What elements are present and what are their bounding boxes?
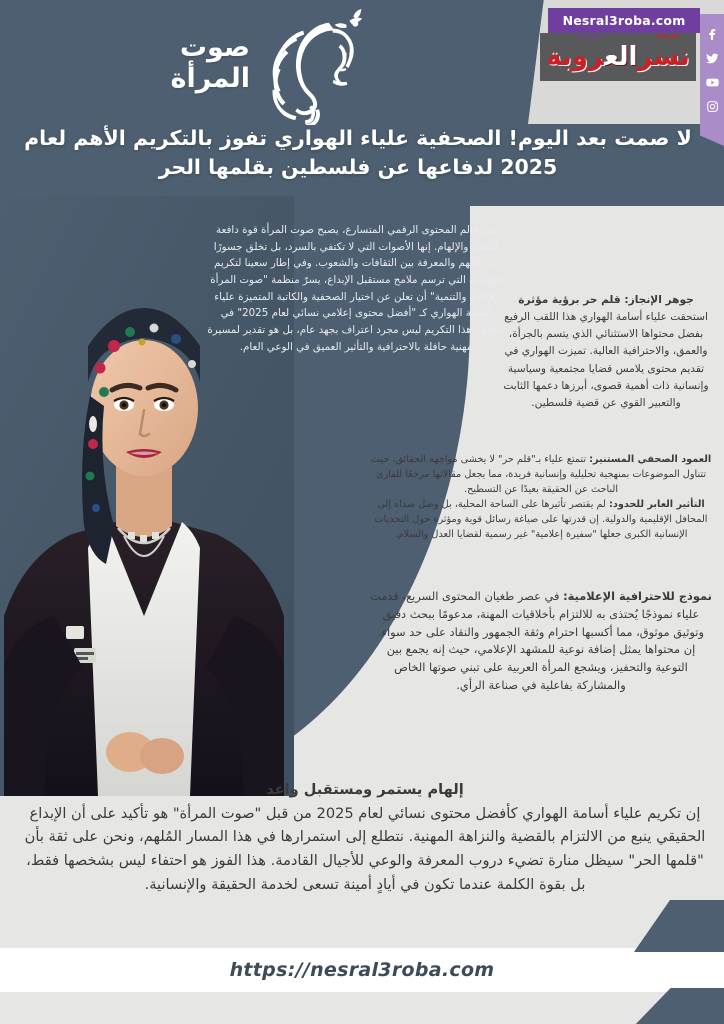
twitter-icon[interactable] — [706, 52, 719, 65]
site-logo[interactable] — [14, 6, 374, 126]
brand-url-badge[interactable]: Nesral3roba.com — [548, 8, 700, 33]
instagram-icon[interactable] — [706, 100, 719, 113]
brand-logo-text: نسرالعروبة — [546, 42, 690, 72]
logo-line-2: المرأة — [170, 63, 250, 94]
youtube-icon[interactable] — [706, 76, 719, 89]
brand-logo-ar[interactable] — [540, 33, 696, 81]
conclusion-body: إن تكريم علياء أسامة الهواري كأفضل محتوى نسائي لعام 2025 من قبل "صوت المرأة" هو تأكيد على أن الإبداع الحقيقي ينبع من الالتزام بالقضية والنزاهة المهنية. نتطلع إلى استمرارها في هذا المسار المُلهم، ونحن على ثقة بأن "قلمها الحر" سيظل منارة تضيء دروب المعرفة والوعي للأجيال القادمة. هذا الفوز هو احتفاء ليس بشخصها فقط، بل بقوة الكلمة عندما تكون في أيادٍ أمينة تسعى لخدمة الحقيقة والإنسانية. — [24, 804, 706, 893]
achievement-body: استحقت علياء أسامة الهواري هذا اللقب الرفيع بفضل محتواها الاستثنائي الذي يتسم بالجرأة، والعمق، والاحترافية العالية. تميزت الهواري في تقديم محتوى يلامس قضايا مجتمعية وسياسية وإنسانية ذات أهمية قصوى، أبرزها دعمها الثابت والتعبير القوي عن قضية فلسطين. — [503, 311, 709, 409]
conclusion-paragraph — [20, 778, 710, 896]
achievement-lead: جوهر الإنجاز: قلم حر برؤية مؤثرة — [518, 294, 694, 306]
achievement-paragraph — [500, 292, 712, 412]
woman-silhouette-icon — [256, 7, 374, 125]
page-headline: لا صمت بعد اليوم! الصحفية علياء الهواري تفوز بالتكريم الأهم لعام 2025 لدفاعها عن فلسطين بقلمها الحر — [24, 125, 692, 179]
social-links-rail — [700, 14, 724, 146]
brand-kicker-label: جريدة — [656, 30, 680, 39]
brand-kicker-label-2: جريدة — [578, 31, 602, 40]
professionalism-paragraph — [370, 588, 712, 695]
logo-text — [171, 32, 250, 101]
column-body: تتمتع علياء بـ"قلم حر" لا يخشى مواجهة الحقائق، حيث تتناول الموضوعات بمنهجية تحليلية وإنسانية فريدة، مما يجعل مقالاتها مرجعًا للقارئ الباحث عن الحقيقة بعيدًا عن التسطيح. — [370, 454, 707, 496]
footer-url-link[interactable]: https://nesral3roba.com — [229, 959, 495, 981]
publisher-brand-block — [528, 0, 724, 132]
facebook-icon[interactable] — [706, 28, 719, 41]
column-paragraph — [370, 452, 712, 542]
impact-body: لم يقتصر تأثيرها على الساحة المحلية، بل وصل صداه إلى المحافل الإقليمية والدولية. إن قدرتها على صياغة رسائل قوية ومؤثرة حول التحديات الإنسانية الكبرى جعلها "سفيرة إعلامية" غير رسمية لقضايا العدل والسلام. — [374, 499, 708, 541]
impact-lead: التأثير العابر للحدود: — [608, 499, 705, 511]
column-lead: العمود الصحفي المستنير: — [589, 454, 712, 465]
professionalism-body-2: إن محتواها يمثل إضافة نوعية للمشهد الإعلامي، حيث إنه يجمع بين التوعية والتحفيز، ويشجع المرأة العربية على تبني صوتها الخاص والمشاركة بفاعلية في صناعة الرأي. — [386, 642, 696, 692]
intro-paragraph: في عالم المحتوى الرقمي المتسارع، يصبح صوت المرأة قوة دافعة للتغيير والإلهام. إنها الأصوات التي لا تكتفي بالسرد، بل تخلق جسورًا من الفهم والمعرفة بين الثقافات والشعوب. وفي إطار سعينا لتكريم القامات التي ترسم ملامح مستقبل الإبداع، يسرّ منظمة "صوت المرأة للإعلام والتنمية" أن تعلن عن اختيار الصحفية والكاتبة المتميزة علياء أسامة الهواري كـ "أفضل محتوى إعلامي نسائي لعام 2025" في مجالها. هذا التكريم ليس مجرد اعتراف بجهد عام، بل هو تقدير لمسيرة مهنية حافلة بالاحترافية والتأثير العميق في الوعي العام. — [207, 224, 505, 353]
logo-line-1: صوت — [179, 31, 250, 63]
conclusion-lead: إلهام يستمر ومستقبل واعد — [266, 781, 464, 798]
professionalism-lead: نموذج للاحترافية الإعلامية: — [563, 589, 712, 603]
professionalism-body: في عصر طغيان المحتوى السريع، قدمت علياء نموذجًا يُحتذى به للالتزام بأخلاقيات المهنة، مدعومًا ببحث دقيق وتوثيق موثوق، مما أكسبها احترام وثقة الجمهور والنقاد على حد سواء. — [370, 589, 704, 639]
